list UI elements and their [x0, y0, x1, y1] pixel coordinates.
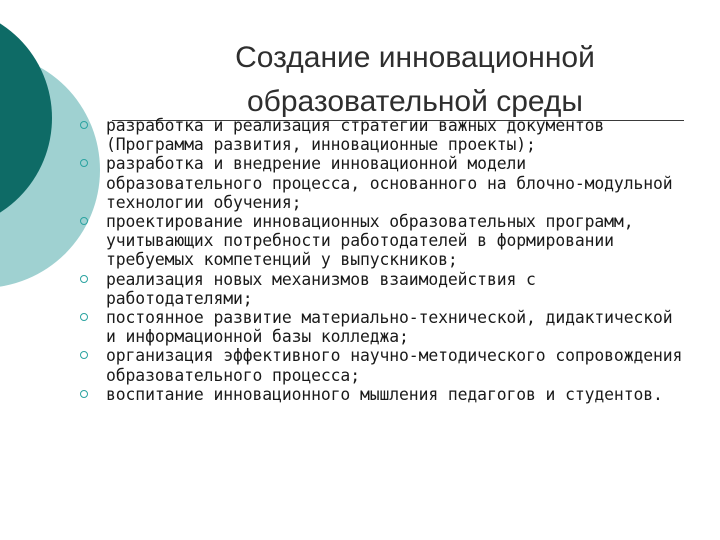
list-item [78, 154, 690, 212]
list-item-text: воспитание инновационного мышления педагогов и студентов. [106, 384, 663, 404]
ring-bullet-icon [80, 275, 88, 283]
list-item-text: разработка и внедрение инновационной модели образовательного процесса, основанного на блочно-модульной технологии обучения; [106, 154, 673, 212]
slide-title [140, 36, 690, 124]
list-item-text: постоянное развитие материально-технической, дидактической и информационной базы колледжа; [106, 308, 673, 347]
ring-bullet-icon [80, 390, 88, 398]
list-item [78, 270, 690, 308]
list-item-text: разработка и реализация стратегии важных документов (Программа развития, инновационные проекты); [106, 116, 605, 155]
list-item [78, 346, 690, 384]
ring-bullet-icon [80, 351, 88, 359]
ring-bullet-icon [80, 121, 88, 129]
ring-bullet-icon [80, 313, 88, 321]
list-item [78, 308, 690, 346]
list-item-text: организация эффективного научно-методического сопровождения образовательного процесса; [106, 346, 683, 385]
bullet-list [78, 116, 690, 404]
title-line-1: Создание инновационной [235, 41, 595, 74]
list-item [78, 116, 690, 154]
list-item [78, 385, 690, 404]
list-item [78, 212, 690, 270]
title-line-2: образовательной среды [247, 85, 583, 118]
list-item-text: проектирование инновационных образовательных программ, учитывающих потребности работодателей в формировании требуемых компетенций у выпускников; [106, 212, 634, 270]
ring-bullet-icon [80, 217, 88, 225]
list-item-text: реализация новых механизмов взаимодействия с работодателями; [106, 269, 536, 308]
ring-bullet-icon [80, 159, 88, 167]
